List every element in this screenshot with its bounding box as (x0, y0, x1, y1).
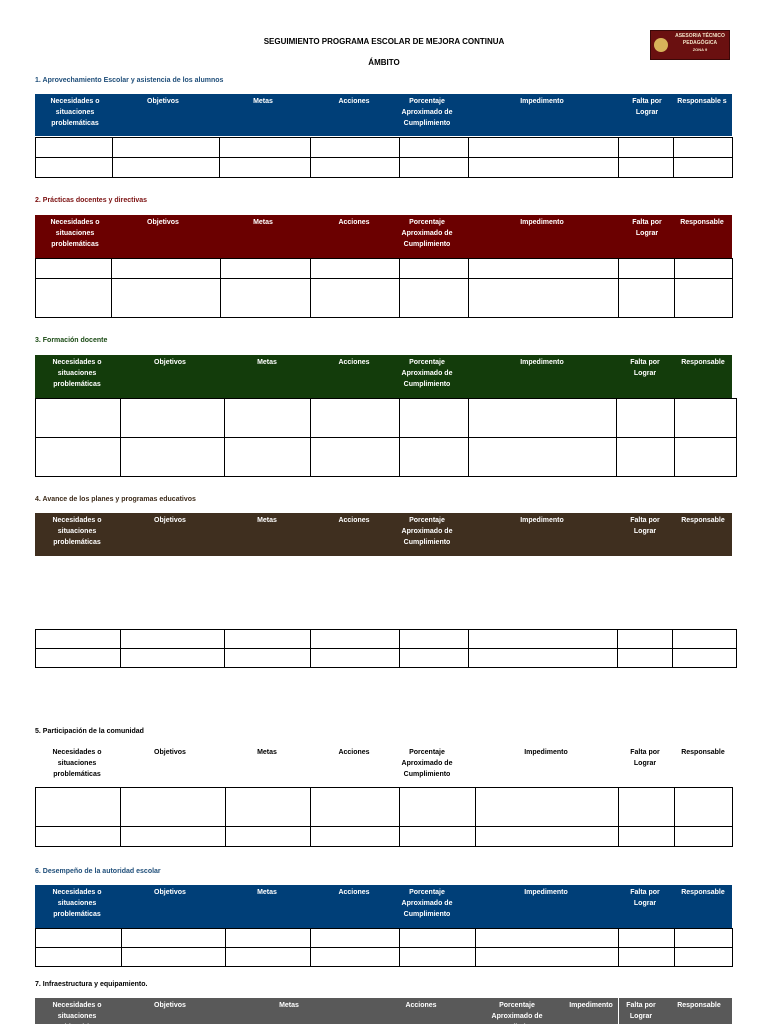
col-impedimento: Impedimento (524, 889, 568, 896)
table-row (36, 827, 733, 847)
col-falta: Falta por Lograr (630, 517, 660, 535)
col-porcentaje: Porcentaje Aproximado de Cumplimiento (401, 889, 453, 918)
section-7-header (35, 998, 732, 1031)
col-metas: Metas (257, 517, 277, 524)
col-porcentaje: Porcentaje Aproximado de Cumplimiento (401, 359, 453, 388)
table-row (36, 138, 733, 158)
col-objetivos: Objetivos (154, 517, 186, 524)
col-objetivos: Objetivos (147, 219, 179, 226)
col-acciones: Acciones (338, 98, 370, 105)
col-objetivos: Objetivos (154, 889, 186, 896)
col-objetivos: Objetivos (154, 1002, 186, 1009)
col-acciones: Acciones (338, 219, 370, 226)
table-row (36, 948, 733, 967)
section-4-title: 4. Avance de los planes y programas educativos (35, 496, 196, 503)
section-1-title: 1. Aprovechamiento Escolar y asistencia de los alumnos (35, 77, 224, 84)
col-acciones: Acciones (338, 359, 370, 366)
section-1-table (35, 137, 733, 178)
section-6-header (35, 885, 732, 928)
table-row (36, 788, 733, 827)
col-falta: Falta por Lograr (632, 98, 662, 116)
col-acciones: Acciones (338, 889, 370, 896)
col-responsable: Responsable (681, 359, 725, 366)
table-row (36, 259, 733, 279)
col-porcentaje: Porcentaje Aproximado de Cumplimiento (491, 1002, 543, 1031)
col-necesidades: Necesidades o situaciones problemáticas (50, 219, 100, 248)
table-row (36, 399, 737, 438)
section-5-table (35, 787, 733, 847)
col-responsable: Responsable (680, 219, 724, 226)
col-impedimento: Impedimento (520, 359, 564, 366)
table-row (36, 279, 733, 318)
col-necesidades: Necesidades o situaciones problemáticas (52, 749, 102, 778)
col-responsable: Responsable (681, 749, 725, 756)
col-objetivos: Objetivos (154, 359, 186, 366)
section-3-title: 3. Formación docente (35, 337, 108, 344)
col-falta: Falta por Lograr (630, 889, 660, 907)
col-falta: Falta por Lograr (630, 749, 660, 767)
col-responsable: Responsable (681, 517, 725, 524)
table-row (36, 438, 737, 477)
table-row (36, 929, 733, 948)
col-metas: Metas (257, 889, 277, 896)
section-2-header (35, 215, 732, 258)
logo-line-1: ASESORIA TÉCNICO (675, 33, 725, 39)
col-impedimento: Impedimento (569, 1002, 613, 1009)
col-porcentaje: Porcentaje Aproximado de Cumplimiento (401, 749, 453, 778)
col-acciones: Acciones (405, 1002, 437, 1009)
section-3-table (35, 398, 737, 477)
section-6-title: 6. Desempeño de la autoridad escolar (35, 868, 161, 875)
column-divider (618, 998, 619, 1024)
logo-line-2: PEDAGÓGICA (682, 40, 718, 46)
section-6-table (35, 928, 733, 967)
col-acciones: Acciones (338, 749, 370, 756)
document-title: SEGUIMIENTO PROGRAMA ESCOLAR DE MEJORA CONTINUA (263, 37, 505, 46)
section-1-header (35, 94, 732, 136)
col-metas: Metas (257, 749, 277, 756)
col-objetivos: Objetivos (147, 98, 179, 105)
section-4-table (35, 629, 737, 668)
section-7-title: 7. Infraestructura y equipamiento. (35, 981, 148, 988)
logo-line-3: ZONA 9 (692, 47, 708, 52)
col-metas: Metas (257, 359, 277, 366)
table-row (36, 158, 733, 178)
section-2-table (35, 258, 733, 318)
col-metas: Metas (253, 98, 273, 105)
col-impedimento: Impedimento (524, 749, 568, 756)
table-row (36, 630, 737, 649)
logo (650, 30, 730, 60)
col-necesidades: Necesidades o situaciones problemáticas (52, 1002, 102, 1031)
col-necesidades: Necesidades o situaciones problemáticas (52, 889, 102, 918)
col-metas: Metas (279, 1002, 299, 1009)
col-impedimento: Impedimento (520, 517, 564, 524)
col-porcentaje: Porcentaje Aproximado de Cumplimiento (401, 219, 453, 248)
section-2-title: 2. Prácticas docentes y directivas (35, 197, 148, 204)
document-subtitle: ÁMBITO (368, 58, 400, 67)
col-necesidades: Necesidades o situaciones problemáticas (52, 517, 102, 546)
section-3-header (35, 355, 732, 398)
section-5-header (35, 745, 732, 787)
col-falta: Falta por Lograr (626, 1002, 656, 1020)
col-falta: Falta por Lograr (630, 359, 660, 377)
emblem-icon (654, 38, 668, 52)
col-metas: Metas (253, 219, 273, 226)
col-responsable: Responsable s (677, 98, 727, 105)
col-porcentaje: Porcentaje Aproximado de Cumplimiento (401, 517, 453, 546)
col-impedimento: Impedimento (520, 219, 564, 226)
col-responsable: Responsable (681, 889, 725, 896)
col-objetivos: Objetivos (154, 749, 186, 756)
col-responsable: Responsable (677, 1002, 721, 1009)
col-necesidades: Necesidades o situaciones problemáticas (52, 359, 102, 388)
section-5-title: 5. Participación de la comunidad (35, 728, 144, 735)
col-necesidades: Necesidades o situaciones problemáticas (50, 98, 100, 127)
col-acciones: Acciones (338, 517, 370, 524)
col-falta: Falta por Lograr (632, 219, 662, 237)
col-porcentaje: Porcentaje Aproximado de Cumplimiento (401, 98, 453, 127)
col-impedimento: Impedimento (520, 98, 564, 105)
section-4-header (35, 513, 732, 556)
table-row (36, 649, 737, 668)
